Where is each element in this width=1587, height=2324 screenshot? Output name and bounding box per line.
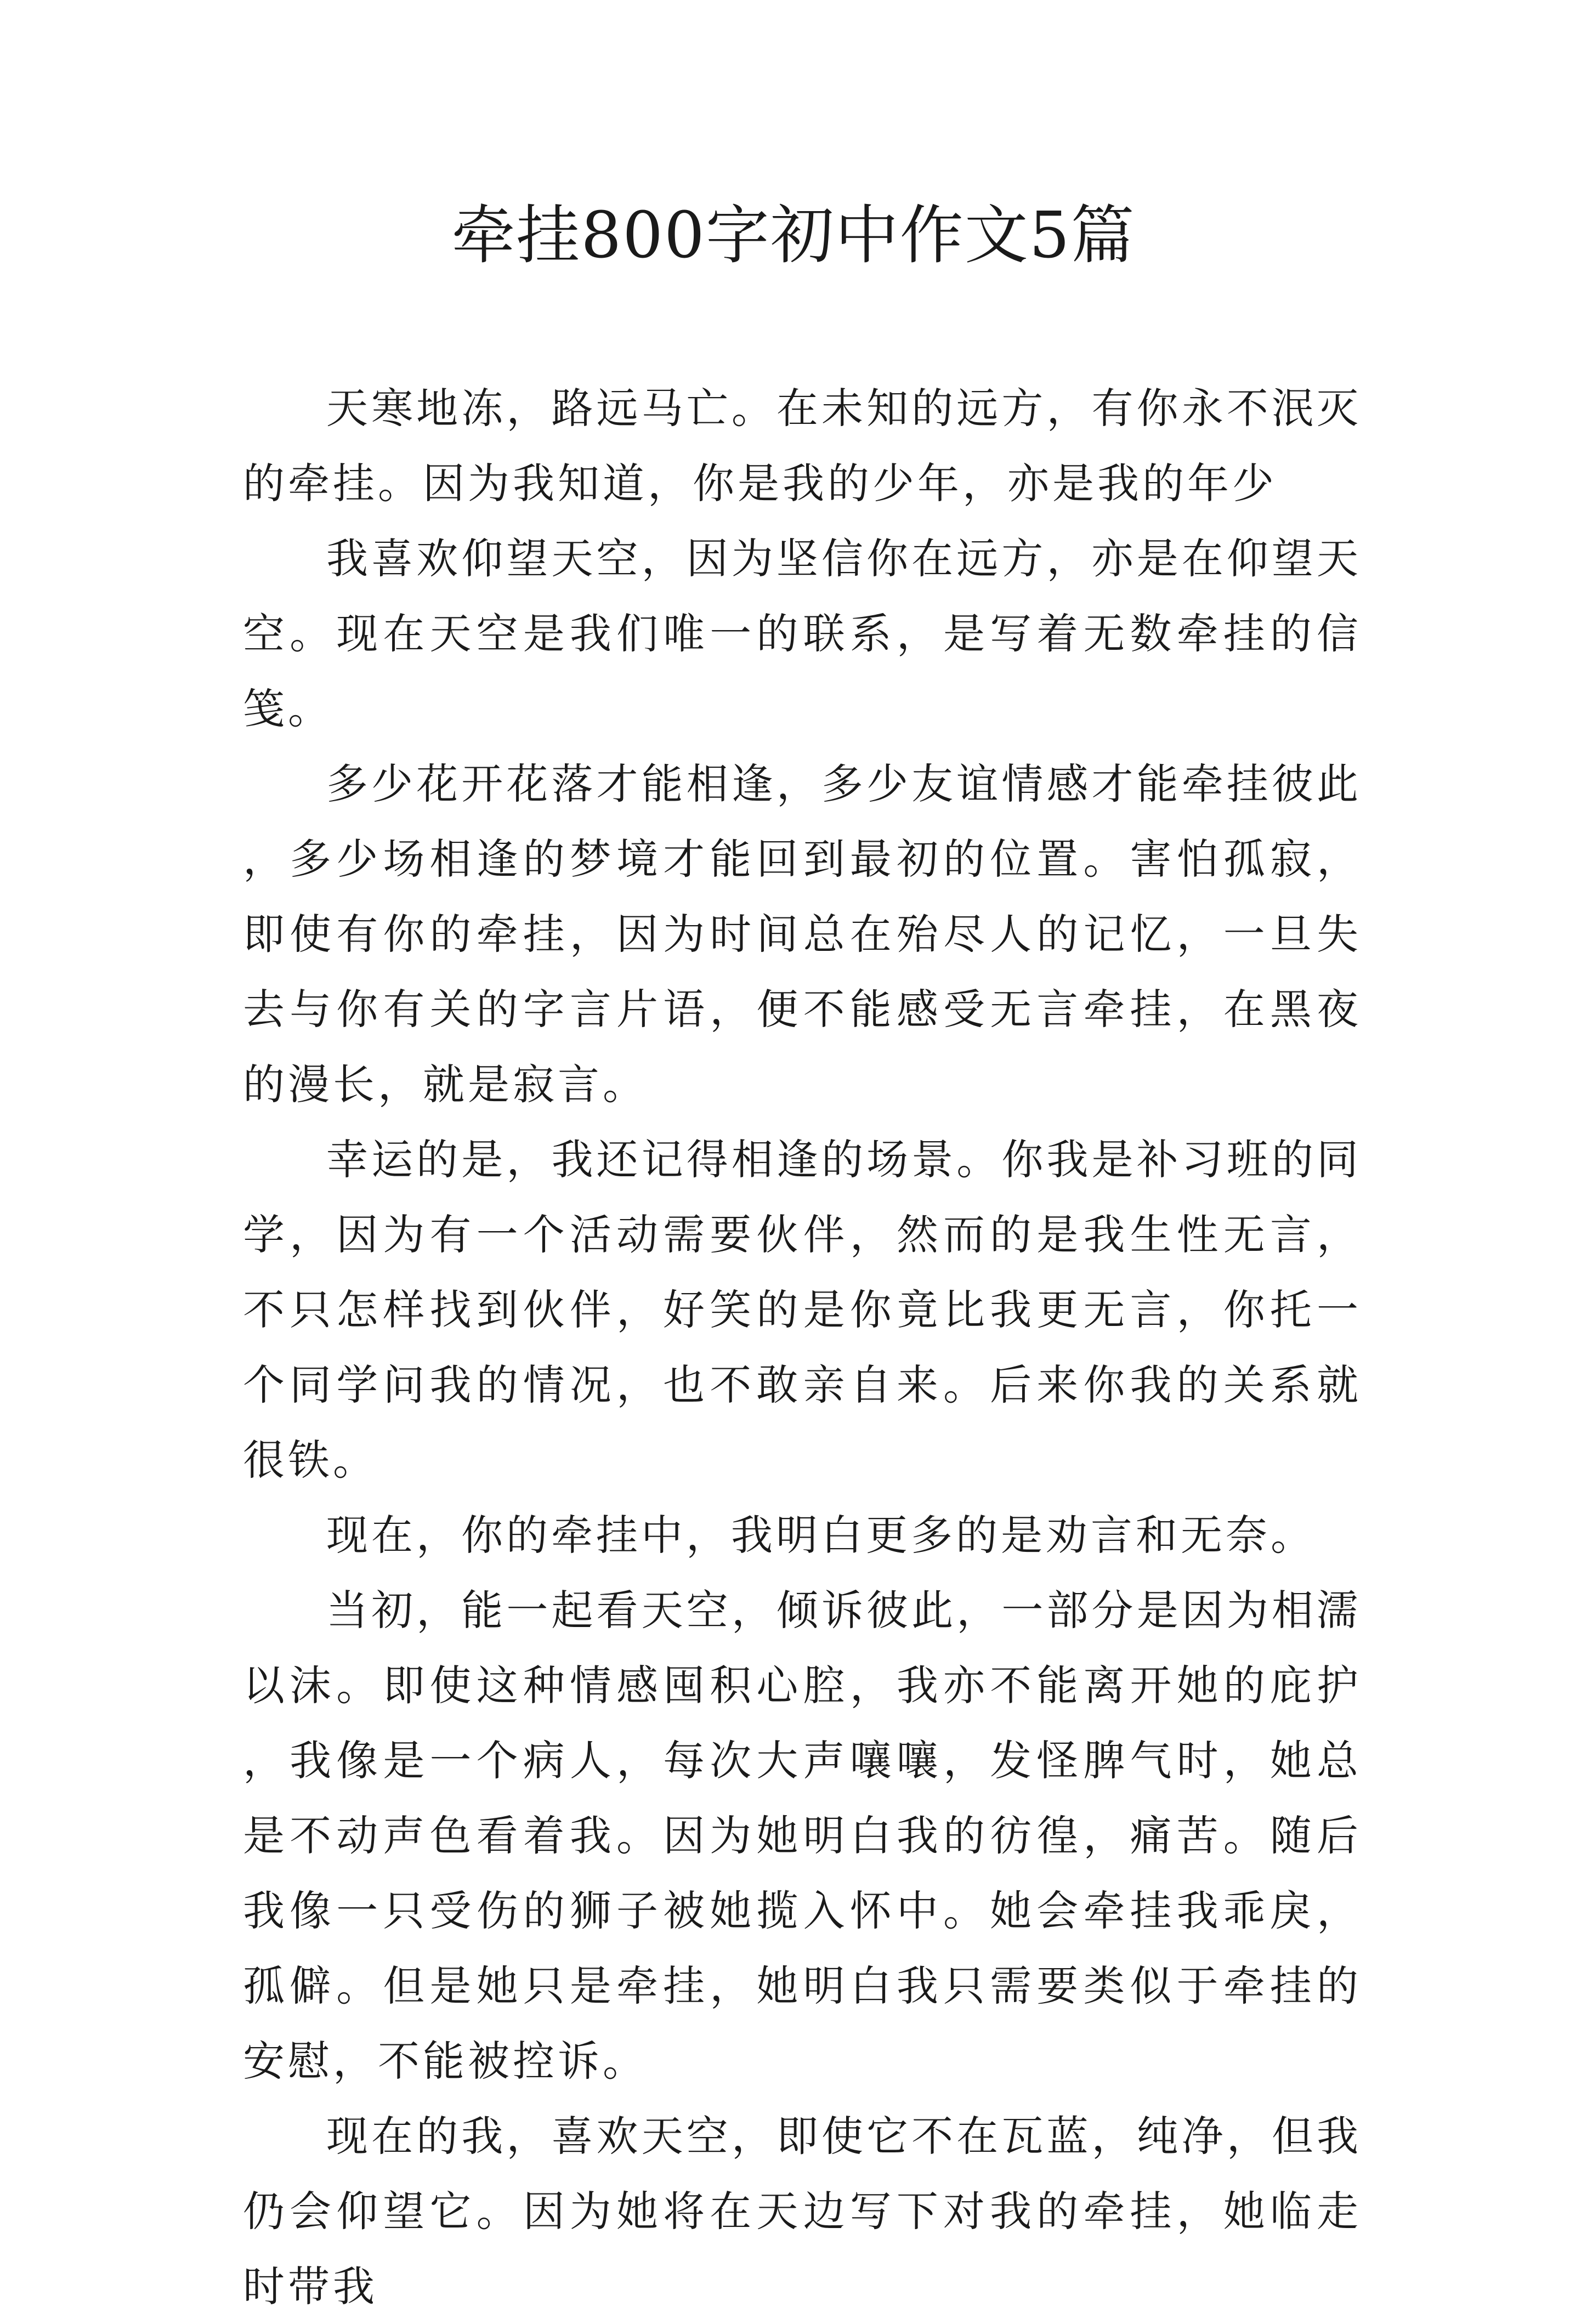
- paragraph-7: 现在的我，喜欢天空，即使它不在瓦蓝，纯净，但我仍会仰望它。因为她将在天边写下对我的牵挂，她临走时带我: [243, 2112, 1362, 2311]
- paragraph-2: 我喜欢仰望天空，因为坚信你在远方，亦是在仰望天空。现在天空是我们唯一的联系，是写着无数牵挂的信笺。: [243, 534, 1362, 733]
- paragraph-4: 幸运的是，我还记得相逢的场景。你我是补习班的同学，因为有一个活动需要伙伴，然而的是我生性无言，不只怎样找到伙伴，好笑的是你竟比我更无言，你托一个同学问我的情况，也不敢亲自来。后来你我的关系就很铁。: [243, 1135, 1362, 1484]
- paragraph-1: 天寒地冻，路远马亡。在未知的远方，有你永不泯灭的牵挂。因为我知道，你是我的少年，亦是我的年少: [243, 384, 1362, 508]
- paragraph-5: 现在，你的牵挂中，我明白更多的是劝言和无奈。: [326, 1511, 1316, 1560]
- paragraph-3: 多少花开花落才能相逢，多少友谊情感才能牵挂彼此，多少场相逢的梦境才能回到最初的位置。害怕孤寂，即使有你的牵挂，因为时间总在殆尽人的记忆，一旦失去与你有关的字言片语，便不能感受无言牵挂，在黑夜的漫长，就是寂言。: [243, 759, 1362, 1109]
- document-body: [243, 371, 1362, 2324]
- document-title: 牵挂800字初中作文5篇: [451, 199, 1136, 273]
- paragraph-6: 当初，能一起看天空，倾诉彼此，一部分是因为相濡以沫。即使这种情感囤积心腔，我亦不能离开她的庇护，我像是一个病人，每次大声嚷嚷，发怪脾气时，她总是不动声色看着我。因为她明白我的彷徨，痛苦。随后我像一只受伤的狮子被她揽入怀中。她会牵挂我乖戾，孤僻。但是她只是牵挂，她明白我只需要类似于牵挂的安慰，不能被控诉。: [243, 1586, 1362, 2085]
